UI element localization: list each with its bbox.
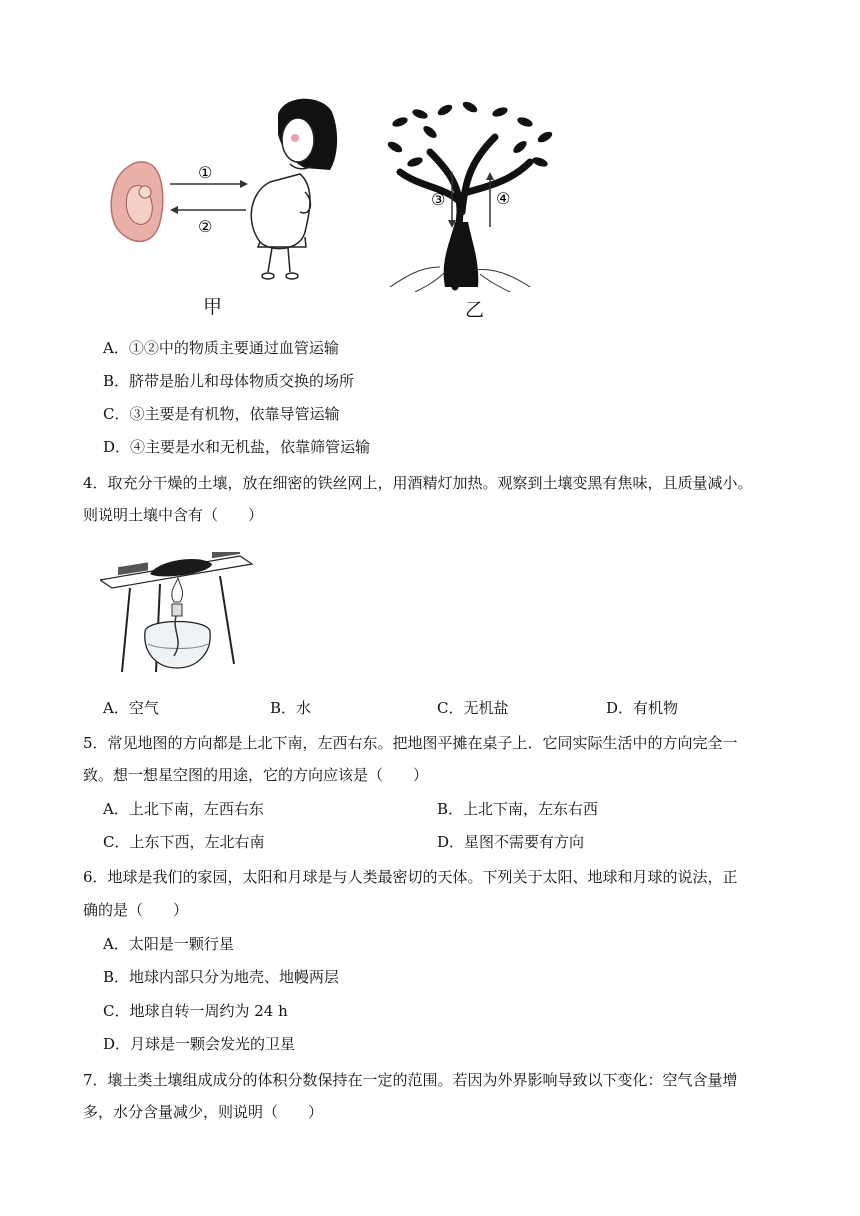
q3-option-d: D．④主要是水和无机盐，依靠筛管运输 xyxy=(103,438,371,456)
arrow-label-1: ① xyxy=(198,163,213,182)
tree-illustration xyxy=(386,100,554,292)
q5-option-a: A．上北下南，左西右东 xyxy=(103,800,264,818)
q3-option-a: A．①②中的物质主要通过血管运输 xyxy=(103,339,339,357)
mother-illustration xyxy=(251,99,337,279)
q7-stem-line2: 多，水分含量减少，则说明（ ） xyxy=(83,1103,324,1121)
q4-option-c: C．无机盐 xyxy=(437,699,509,717)
figure-jia-yi xyxy=(100,92,570,292)
q5-option-c: C．上东下西，左北右南 xyxy=(103,833,265,851)
q5-stem-line1: 5．常见地图的方向都是上北下南，左西右东。把地图平摊在桌子上．它同实际生活中的方向完全一 xyxy=(83,734,738,752)
q4-option-d: D．有机物 xyxy=(606,699,679,717)
q6-stem-line2: 确的是（ ） xyxy=(83,901,189,919)
q6-option-d: D．月球是一颗会发光的卫星 xyxy=(103,1035,296,1053)
q4-stem-line1: 4．取充分干燥的土壤，放在细密的铁丝网上，用酒精灯加热。观察到土壤变黑有焦味，且质量减小。 xyxy=(83,474,753,492)
soil-heating-apparatus xyxy=(100,552,260,682)
arrow-label-4: ④ xyxy=(496,189,511,208)
arrow-label-3: ③ xyxy=(431,190,446,209)
q5-stem-line2: 致。想一想星空图的用途，它的方向应该是（ ） xyxy=(83,766,429,784)
caption-jia: 甲 xyxy=(203,296,223,318)
q3-option-b: B．脐带是胎儿和母体物质交换的场所 xyxy=(103,372,355,390)
q4-option-b: B．水 xyxy=(270,699,312,717)
q5-option-d: D．星图不需要有方向 xyxy=(437,833,585,851)
q6-option-a: A．太阳是一颗行星 xyxy=(103,935,234,953)
arrow-label-2: ② xyxy=(198,217,213,236)
q6-option-c: C．地球自转一周约为 24 h xyxy=(103,1002,288,1020)
q4-stem-line2: 则说明土壤中含有（ ） xyxy=(83,506,264,524)
fetus-illustration xyxy=(111,162,163,241)
q7-stem-line1: 7．壤土类土壤组成成分的体积分数保持在一定的范围。若因为外界影响导致以下变化：空气含量增 xyxy=(83,1071,738,1089)
q5-option-b: B．上北下南，左东右西 xyxy=(437,800,599,818)
arrow-4 xyxy=(486,172,494,227)
caption-yi: 乙 xyxy=(465,299,485,321)
q3-option-c: C．③主要是有机物，依靠导管运输 xyxy=(103,405,340,423)
q6-option-b: B．地球内部只分为地壳、地幔两层 xyxy=(103,968,340,986)
arrow-2 xyxy=(170,206,246,214)
q6-stem-line1: 6．地球是我们的家园，太阳和月球是与人类最密切的天体。下列关于太阳、地球和月球的说法，正 xyxy=(83,868,738,886)
q4-option-a: A．空气 xyxy=(103,699,159,717)
